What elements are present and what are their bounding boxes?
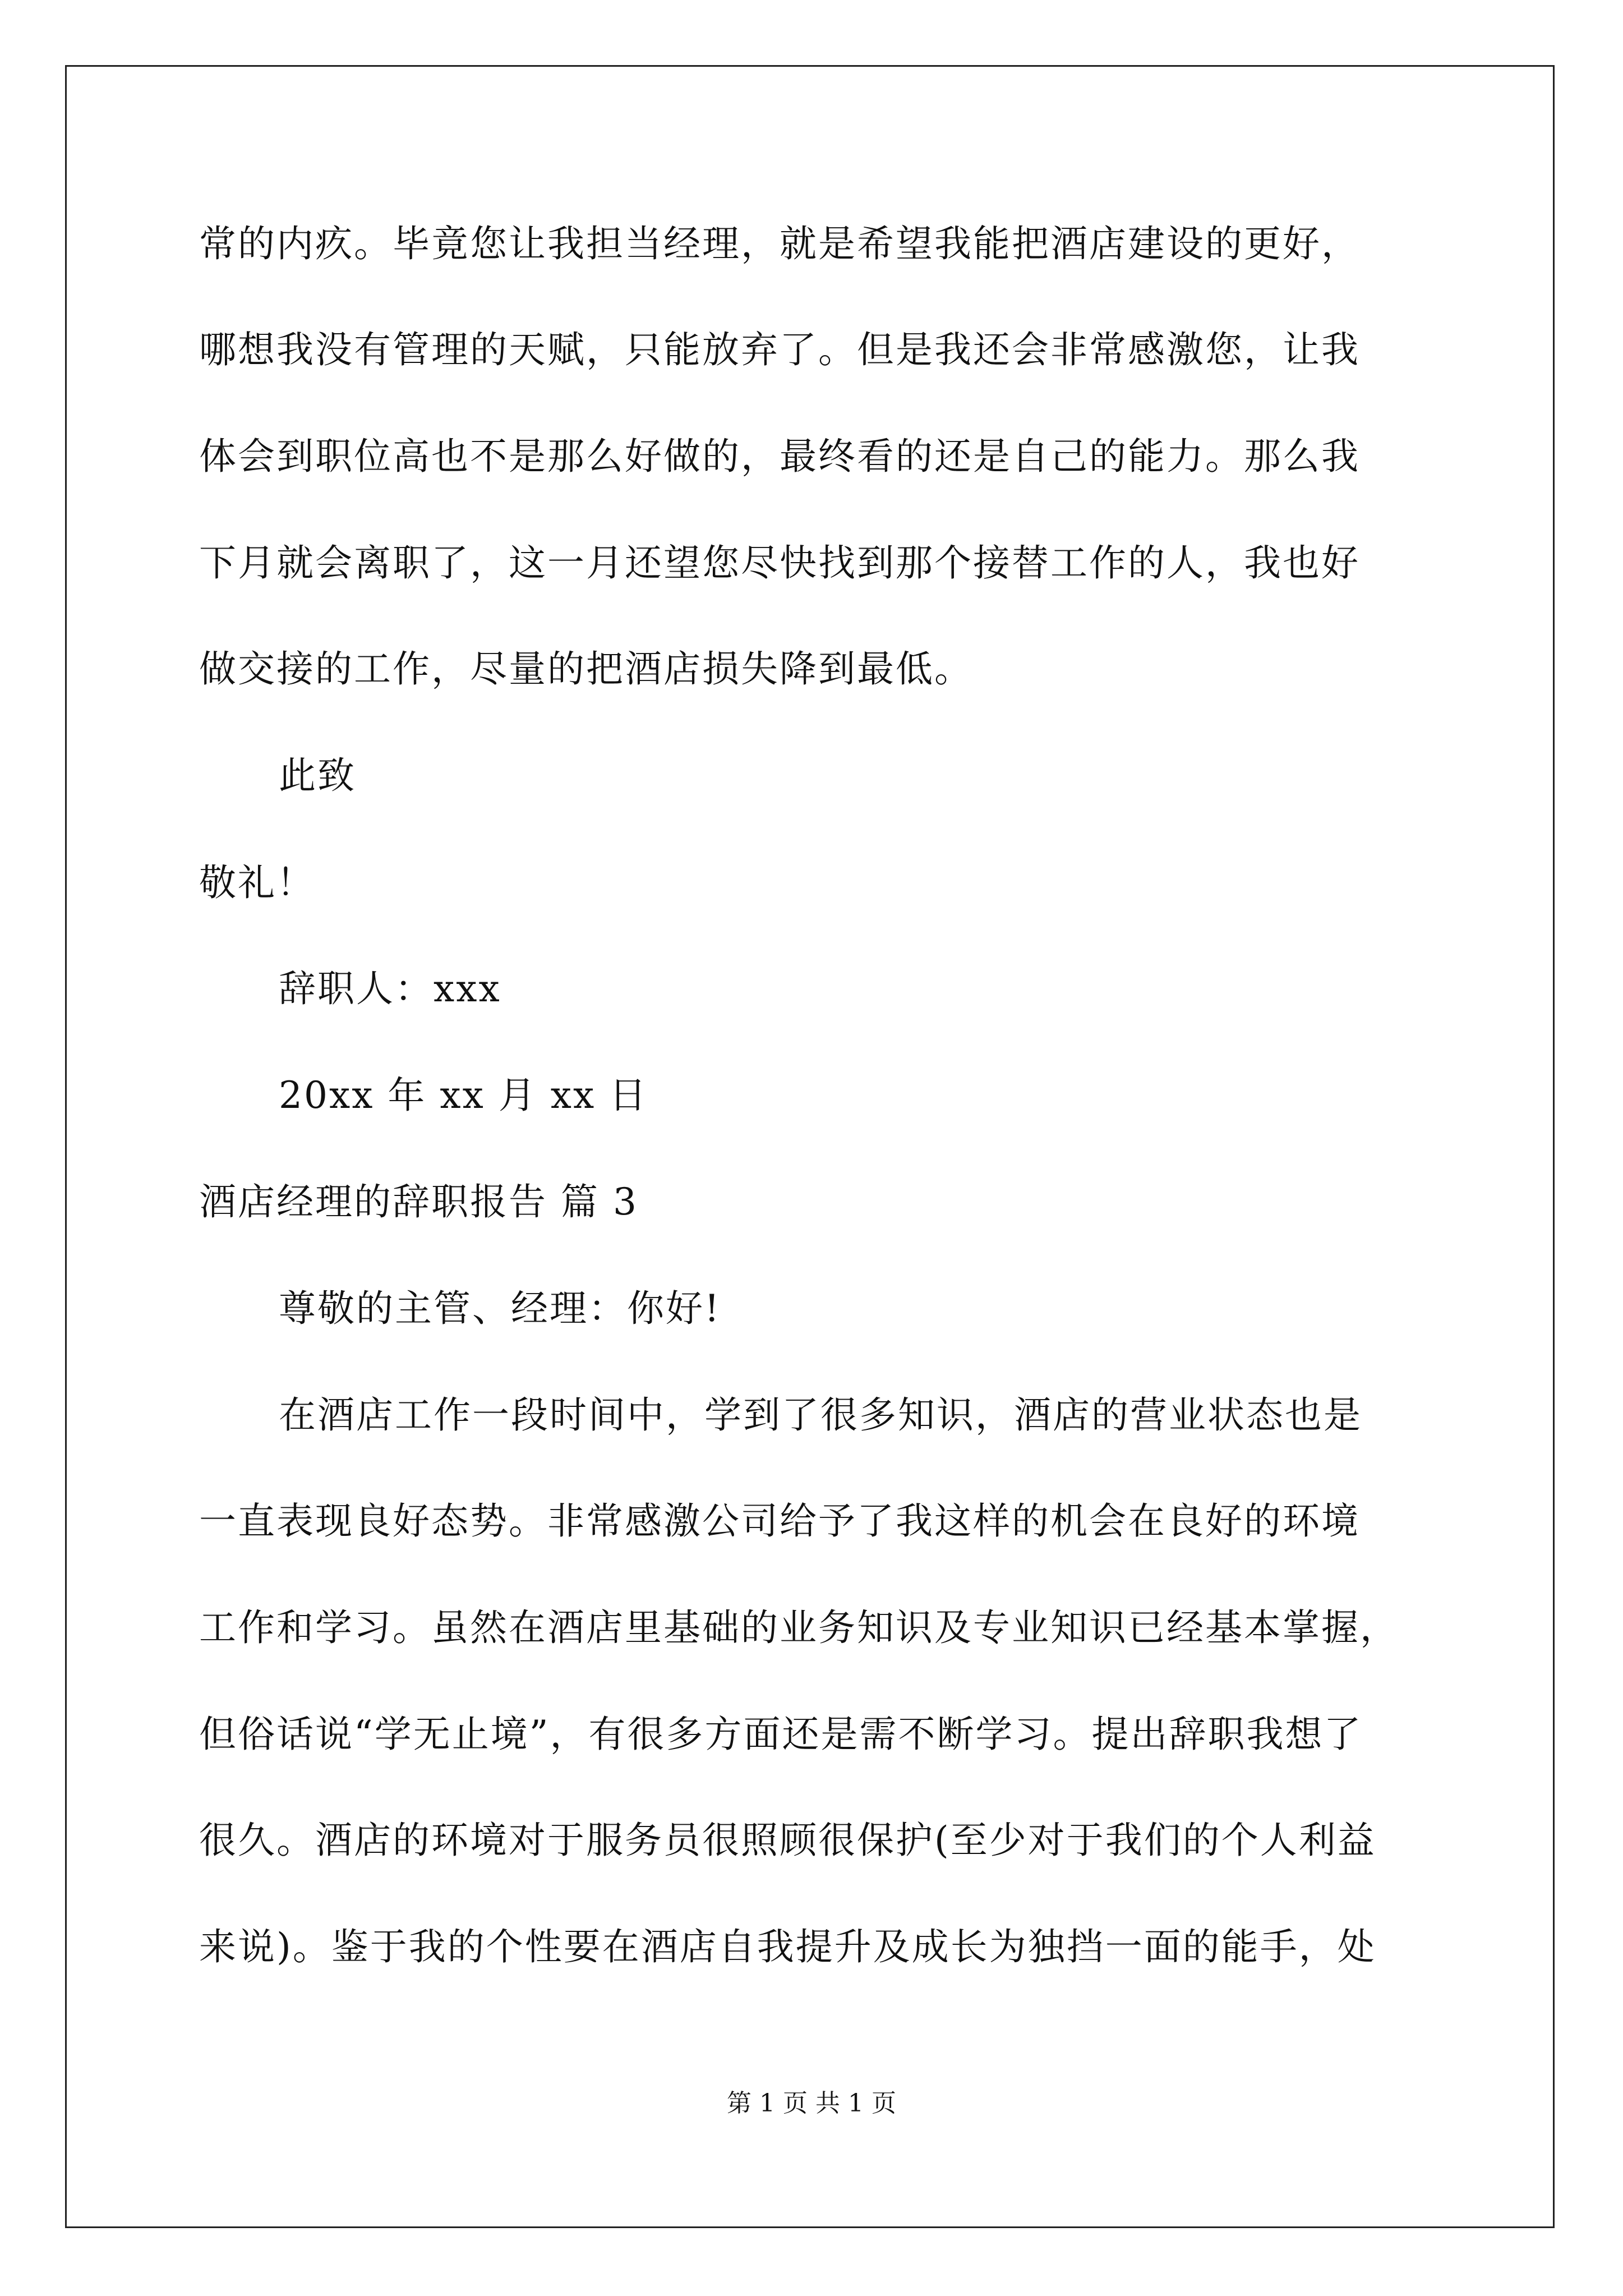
body-line: 常的内疚。毕竟您让我担当经理，就是希望我能把酒店建设的更好， — [199, 222, 1360, 265]
body-line: 一直表现良好态势。非常感激公司给予了我这样的机会在良好的环境 — [199, 1499, 1360, 1543]
body-line: 下月就会离职了，这一月还望您尽快找到那个接替工作的人，我也好 — [199, 541, 1360, 585]
body-line: 来说)。鉴于我的个性要在酒店自我提升及成长为独挡一面的能手，处 — [199, 1925, 1376, 1968]
body-line: 在酒店工作一段时间中，学到了很多知识，酒店的营业状态也是 — [279, 1393, 1362, 1437]
body-line: 工作和学习。虽然在酒店里基础的业务知识及专业知识已经基本掌握， — [199, 1606, 1399, 1649]
section-heading: 酒店经理的辞职报告 篇 3 — [199, 1180, 638, 1223]
date-line: 20xx 年 xx 月 xx 日 — [279, 1074, 648, 1117]
body-line: 哪想我没有管理的天赋，只能放弃了。但是我还会非常感激您，让我 — [199, 328, 1360, 371]
page-footer: 第 1 页 共 1 页 — [727, 2089, 896, 2118]
greeting-line: 尊敬的主管、经理：你好! — [279, 1287, 721, 1330]
page-border — [65, 65, 1555, 2228]
body-line: 很久。酒店的环境对于服务员很照顾很保护(至少对于我们的个人利益 — [199, 1819, 1376, 1862]
signature-line: 辞职人：xxx — [279, 967, 501, 1010]
body-line: 体会到职位高也不是那么好做的，最终看的还是自己的能力。那么我 — [199, 435, 1360, 478]
closing-salutation: 此致 — [279, 754, 356, 797]
body-line: 但俗话说“学无止境”，有很多方面还是需不断学习。提出辞职我想了 — [199, 1713, 1363, 1756]
body-line: 做交接的工作，尽量的把酒店损失降到最低。 — [199, 647, 973, 691]
closing-regards: 敬礼！ — [199, 861, 315, 904]
